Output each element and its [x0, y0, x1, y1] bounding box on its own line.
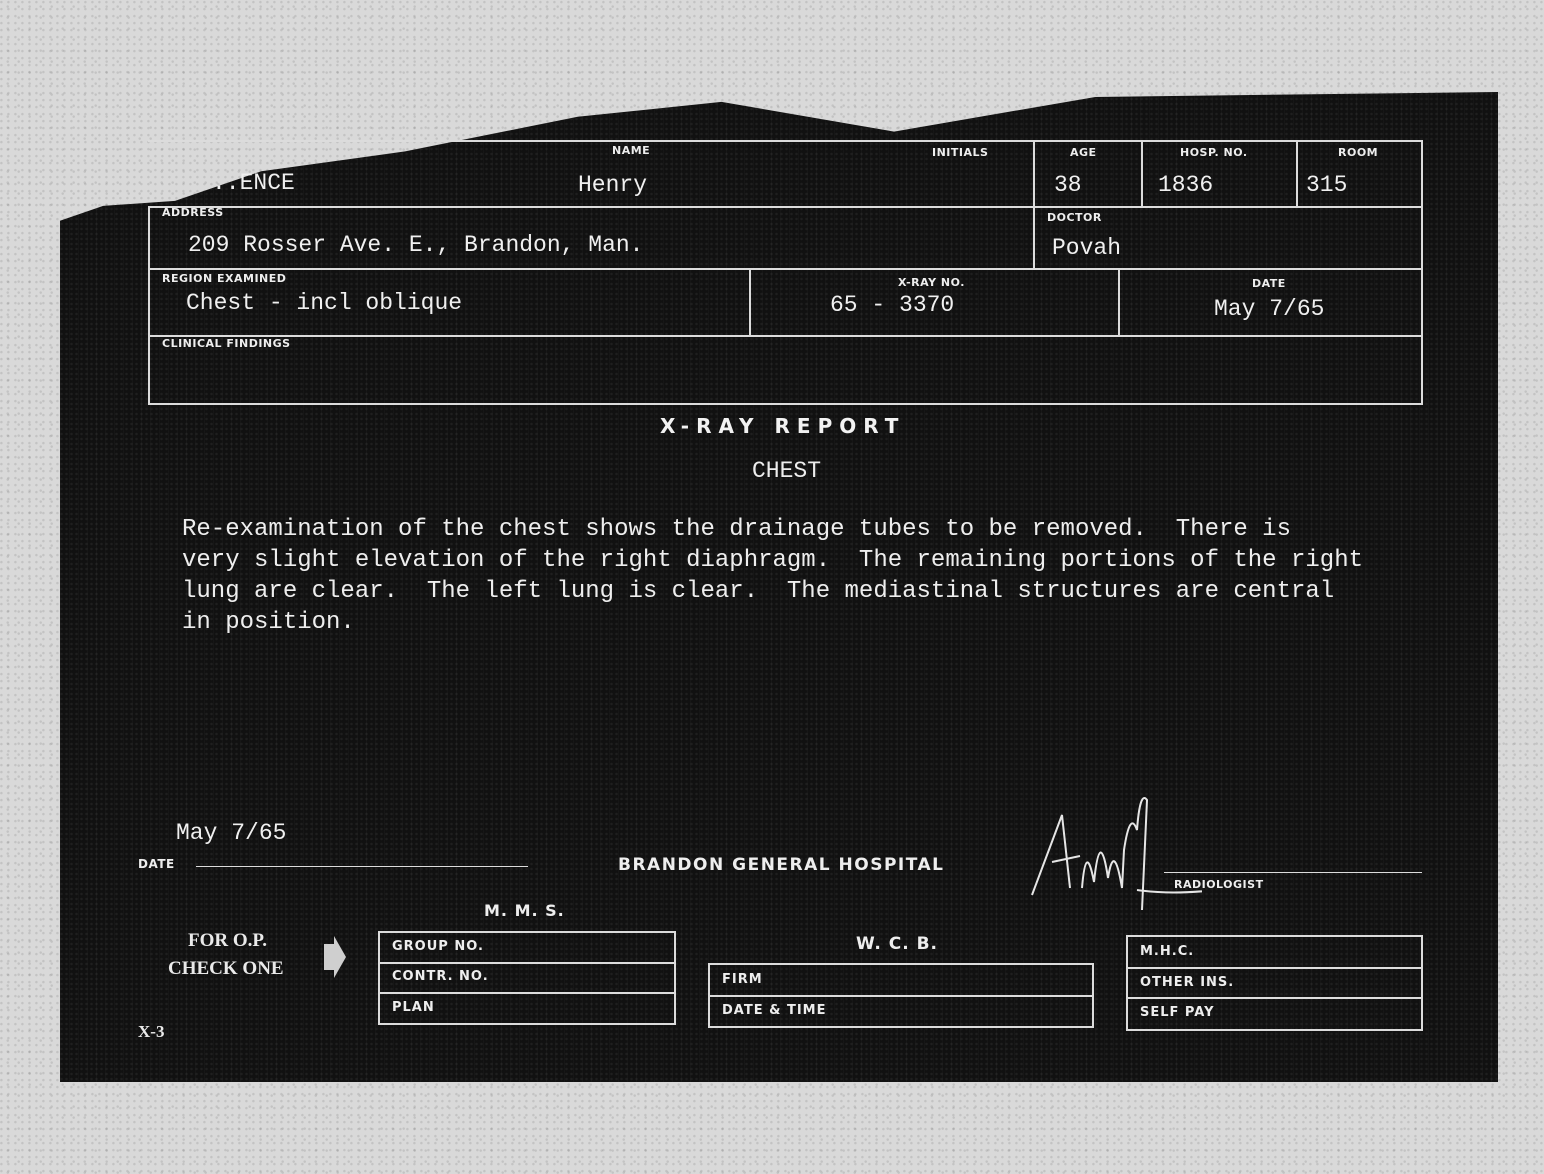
radiologist-line: [1164, 872, 1422, 873]
grid-line: [148, 206, 1423, 208]
wcb-box: [708, 963, 1094, 1028]
findings-line: in position.: [182, 609, 355, 636]
clinical-findings-label: CLINICAL FINDINGS: [162, 337, 291, 350]
radiologist-label: RADIOLOGIST: [1174, 878, 1264, 891]
mhc-option: M.H.C.: [1140, 944, 1195, 959]
mms-contr-no: CONTR. NO.: [392, 969, 489, 984]
arrow-right-icon: [322, 936, 348, 978]
footer-date-label: DATE: [138, 857, 175, 871]
wcb-title: W. C. B.: [856, 934, 939, 954]
grid-line: [148, 268, 1423, 270]
grid-line: [1421, 140, 1423, 405]
grid-line: [148, 140, 1423, 142]
report-findings: [182, 514, 1422, 638]
surname-value: ..ENCE: [212, 170, 295, 196]
room-label: ROOM: [1338, 146, 1379, 159]
xray-no-value: 65 - 3370: [830, 292, 955, 318]
findings-line: lung are clear. The left lung is clear. The mediastinal structures are central: [182, 578, 1335, 605]
hospital-name: BRANDON GENERAL HOSPITAL: [618, 855, 945, 875]
xray-no-label: X-RAY NO.: [898, 276, 965, 289]
grid-line: [1118, 268, 1120, 335]
region-label: REGION EXAMINED: [162, 272, 287, 285]
grid-line: [148, 403, 1423, 405]
check-one-label: CHECK ONE: [168, 958, 284, 979]
age-label: AGE: [1070, 146, 1097, 159]
region-value: Chest - incl oblique: [186, 290, 463, 316]
self-pay-option: SELF PAY: [1140, 1005, 1215, 1020]
report-heading: X-RAY REPORT: [660, 414, 906, 438]
findings-line: Re-examination of the chest shows the drainage tubes to be removed. There is: [182, 516, 1291, 543]
op-label: FOR O.P.: [188, 930, 267, 951]
other-insurance-box: [1126, 935, 1423, 1031]
doctor-label: DOCTOR: [1047, 211, 1102, 224]
hosp-no-value: 1836: [1158, 172, 1214, 198]
hosp-no-label: HOSP. NO.: [1180, 146, 1248, 159]
grid-line: [148, 335, 1423, 337]
date-label: DATE: [1252, 277, 1286, 290]
wcb-date-time: DATE & TIME: [722, 1003, 827, 1018]
room-value: 315: [1306, 172, 1348, 198]
footer-date-value: May 7/65: [176, 820, 287, 846]
address-label: ADDRESS: [162, 206, 224, 219]
findings-line: very slight elevation of the right diaphragm. The remaining portions of the right: [182, 547, 1363, 574]
form-code: X-3: [138, 1022, 165, 1041]
other-ins-option: OTHER INS.: [1140, 975, 1235, 990]
grid-line: [148, 206, 150, 405]
date-value: May 7/65: [1214, 296, 1325, 322]
date-underline: [196, 866, 528, 867]
mms-plan: PLAN: [392, 1000, 435, 1015]
doctor-value: Povah: [1052, 235, 1122, 261]
grid-line: [1033, 140, 1035, 268]
address-value: 209 Rosser Ave. E., Brandon, Man.: [188, 232, 644, 258]
mms-group-no: GROUP NO.: [392, 939, 484, 954]
first-name-value: Henry: [578, 172, 648, 198]
grid-line: [1296, 140, 1298, 206]
age-value: 38: [1054, 172, 1082, 198]
report-subheading: CHEST: [752, 458, 822, 484]
name-label: NAME: [612, 144, 651, 157]
wcb-firm: FIRM: [722, 972, 763, 987]
grid-line: [749, 268, 751, 335]
initials-label: INITIALS: [932, 146, 989, 159]
mms-title: M. M. S.: [484, 901, 565, 920]
radiologist-signature: [1022, 770, 1202, 920]
grid-line: [1141, 140, 1143, 206]
mms-box: [378, 931, 676, 1025]
